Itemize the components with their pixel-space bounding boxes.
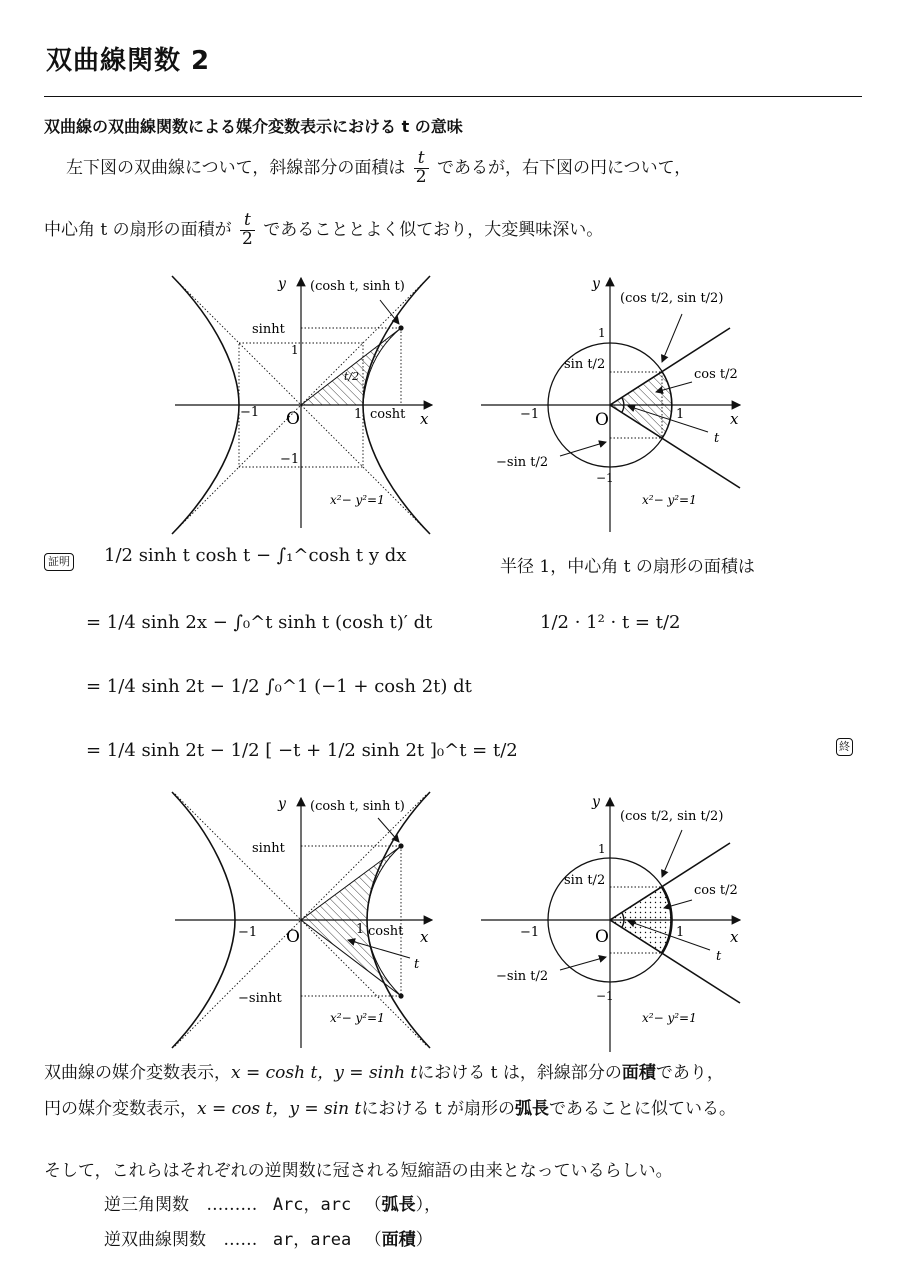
bold-text: 面積 (621, 1063, 656, 1083)
point-label: (cosh t, sinh t) (310, 279, 405, 294)
hyperbola-figure-bottom (170, 790, 440, 1055)
list-bold: 面積 (381, 1230, 416, 1250)
neg-sin-half-label: −sin t/2 (496, 455, 549, 470)
text: 双曲線の媒介変数表示， (44, 1063, 231, 1083)
proof-line-3: = 1/4 sinh 2t − 1/2 ∫₀^1 (−1 + cosh 2t) dt (86, 676, 472, 697)
list-label: 逆双曲線関数 (104, 1230, 206, 1250)
intro-text: であるが，右下図の円について， (436, 157, 692, 178)
circle-figure-bottom (478, 790, 753, 1055)
neg-one-label: −1 (520, 407, 540, 422)
proof-right-2: 1/2 · 1² · t = t/2 (540, 612, 681, 633)
proof-line-2: = 1/4 sinh 2x − ∫₀^t sinh t (cosh t)′ dt (86, 612, 433, 633)
y-axis-label: y (278, 276, 286, 292)
hyperbola-figure-top (170, 270, 440, 535)
one-label: 1 (676, 407, 685, 422)
neg-one-label: −1 (596, 989, 614, 1003)
fraction: $\frac{t}{2}$ (415, 148, 427, 187)
neg-one-label: −1 (238, 925, 258, 940)
intro-text: 中心角 t の扇形の面積が (44, 219, 232, 240)
paren: （ (364, 1230, 382, 1250)
one-label: 1 (598, 842, 606, 856)
equation-label: x²− y²=1 (642, 493, 697, 507)
end-badge: 終 (836, 738, 853, 756)
point-label: (cosh t, sinh t) (310, 799, 405, 814)
list-value: Arc，arc (272, 1195, 352, 1215)
cos-half-label: cos t/2 (694, 883, 738, 898)
one-label: 1 (598, 326, 606, 340)
equation-label: x²− y²=1 (330, 493, 385, 507)
neg-one-label: −1 (240, 405, 260, 420)
cosht-label: cosht (368, 924, 404, 939)
bold-text: 弧長 (515, 1099, 549, 1119)
list-dots: …… (223, 1230, 258, 1250)
title-divider (44, 96, 862, 97)
text: 円の媒介変数表示， (44, 1099, 197, 1119)
y-axis-label: y (592, 794, 600, 810)
x-axis-label: x (420, 410, 429, 428)
t-label: t (716, 949, 722, 964)
page-title: 双曲線関数 2 (46, 46, 211, 76)
list-dots: ……… (206, 1195, 258, 1215)
t-label: t (414, 957, 420, 972)
paren: ） (415, 1230, 433, 1250)
half-t-label: t/2 (344, 370, 360, 383)
text: における t は，斜線部分の (417, 1063, 622, 1083)
fraction: $\frac{t}{2}$ (242, 210, 253, 249)
conclusion-line-1 (44, 1058, 724, 1083)
sinht-label: sinht (252, 841, 285, 856)
equation-label: x²− y²=1 (330, 1011, 385, 1025)
list-item (104, 1190, 441, 1215)
point-label: (cos t/2, sin t/2) (620, 809, 724, 824)
math-text: x = cos t，y = sin t (197, 1099, 362, 1119)
cosht-label: cosht (370, 407, 406, 422)
origin-label: O (595, 410, 609, 430)
list-item (104, 1225, 433, 1250)
sin-half-label: sin t/2 (564, 357, 606, 372)
math-text: x = cosh t，y = sinh t (231, 1063, 418, 1083)
list-label: 逆三角関数 (104, 1195, 189, 1215)
cos-half-label: cos t/2 (694, 367, 738, 382)
neg-sinht-label: −sinht (238, 991, 282, 1006)
t-label: t (714, 431, 720, 446)
text: であることに似ている。 (549, 1099, 736, 1119)
proof-right-1: 半径 1，中心角 t の扇形の面積は (500, 557, 755, 577)
origin-label: O (286, 927, 300, 947)
list-value: ar，area (272, 1230, 352, 1250)
x-axis-label: x (420, 928, 429, 946)
origin-label: O (595, 927, 609, 947)
text: であり， (655, 1063, 724, 1083)
paren: （ (364, 1195, 382, 1215)
proof-badge: 証明 (44, 553, 74, 571)
paren: ）， (415, 1195, 442, 1215)
neg-sin-half-label: −sin t/2 (496, 969, 549, 984)
y-axis-label: y (278, 796, 286, 812)
y-axis-label: y (592, 276, 600, 292)
proof-line-1: 1/2 sinh t cosh t − ∫₁^cosh t y dx (104, 545, 407, 566)
section-subtitle: 双曲線の双曲線関数による媒介変数表示における t の意味 (44, 117, 463, 136)
one-label: 1 (676, 925, 685, 940)
neg-one-label: −1 (520, 925, 540, 940)
proof-line-4: = 1/4 sinh 2t − 1/2 [ −t + 1/2 sinh 2t ]₀^t = t/2 (86, 740, 518, 761)
equation-label: x²− y²=1 (642, 1011, 697, 1025)
x-axis-label: x (730, 928, 739, 946)
sin-half-label: sin t/2 (564, 873, 606, 888)
list-bold: 弧長 (381, 1195, 416, 1215)
intro-line-1 (66, 150, 691, 187)
intro-line-2 (44, 212, 603, 249)
conclusion-line-3: そして，これらはそれぞれの逆関数に冠される短縮語の由来となっているらしい。 (44, 1161, 673, 1181)
circle-figure-top (478, 270, 753, 535)
intro-text: であることとよく似ており，大変興味深い。 (263, 219, 604, 240)
sinht-label: sinht (252, 322, 285, 337)
origin-label: O (286, 409, 300, 429)
one-label: 1 (291, 343, 299, 357)
point-label: (cos t/2, sin t/2) (620, 291, 724, 306)
one-label: 1 (356, 922, 365, 937)
conclusion-line-2 (44, 1094, 736, 1119)
one-label: 1 (354, 407, 363, 422)
neg-one-label: −1 (280, 452, 300, 467)
neg-one-label: −1 (596, 471, 614, 485)
x-axis-label: x (730, 410, 739, 428)
intro-text: 左下図の双曲線について，斜線部分の面積は (66, 157, 406, 178)
text: における t が扇形の (361, 1099, 515, 1119)
